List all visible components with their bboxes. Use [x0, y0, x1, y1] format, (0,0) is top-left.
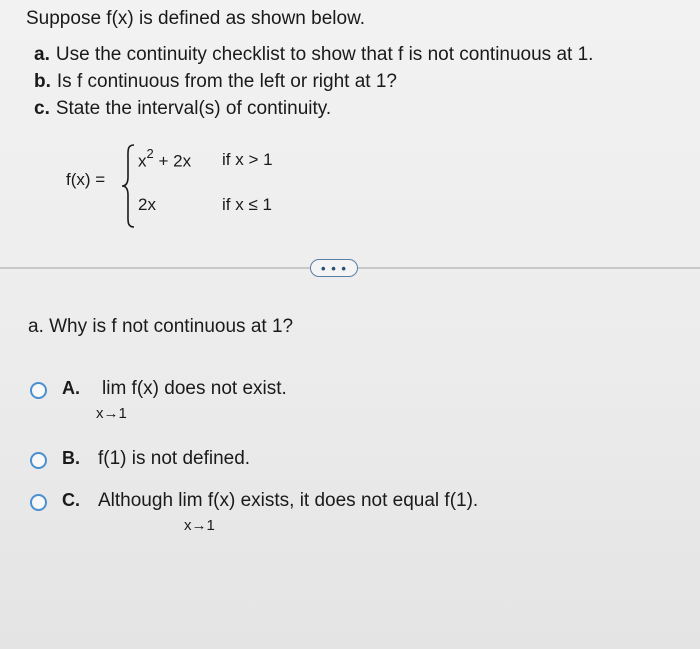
problem-part-c — [34, 98, 331, 120]
option-c-letter: C. — [62, 490, 80, 510]
part-text: Use the continuity checklist to show that f is not continuous at 1. — [55, 44, 594, 65]
option-b-radio[interactable] — [30, 452, 47, 469]
problem-part-a — [34, 44, 593, 66]
question-text: a. Why is f not continuous at 1? — [28, 316, 294, 337]
option-b-letter: B. — [62, 448, 80, 468]
part-text: State the interval(s) of continuity. — [55, 98, 332, 119]
problem-part-b — [34, 71, 397, 93]
option-b-text[interactable]: f(1) is not defined. — [98, 448, 251, 469]
ellipsis-icon: • • • — [321, 260, 347, 276]
option-a-letter: A. — [62, 378, 80, 398]
left-brace-icon — [120, 143, 138, 229]
case-1-condition: if x > 1 — [222, 150, 273, 169]
part-letter: c. — [34, 98, 50, 119]
case-2-expression: 2x — [138, 195, 156, 214]
part-text: Is f continuous from the left or right at 1? — [56, 71, 397, 92]
case-2-condition: if x ≤ 1 — [222, 195, 272, 214]
option-a-limit-subscript: x→1 — [96, 405, 127, 422]
case-1-expression: $x^2 + 2x$ — [138, 146, 192, 171]
part-letter: b. — [34, 71, 51, 92]
expand-more-button[interactable] — [310, 259, 358, 277]
problem-intro: Suppose f(x) is defined as shown below. — [26, 8, 366, 29]
option-c-text[interactable]: Although lim f(x) exists, it does not equal f(1). — [98, 490, 479, 511]
part-letter: a. — [34, 44, 50, 65]
option-c-radio[interactable] — [30, 494, 47, 511]
option-c-limit-subscript: x→1 — [184, 517, 215, 534]
option-a-radio[interactable] — [30, 382, 47, 399]
option-a-text[interactable]: lim f(x) does not exist. — [102, 378, 287, 399]
function-label: f(x) = — [66, 170, 106, 189]
